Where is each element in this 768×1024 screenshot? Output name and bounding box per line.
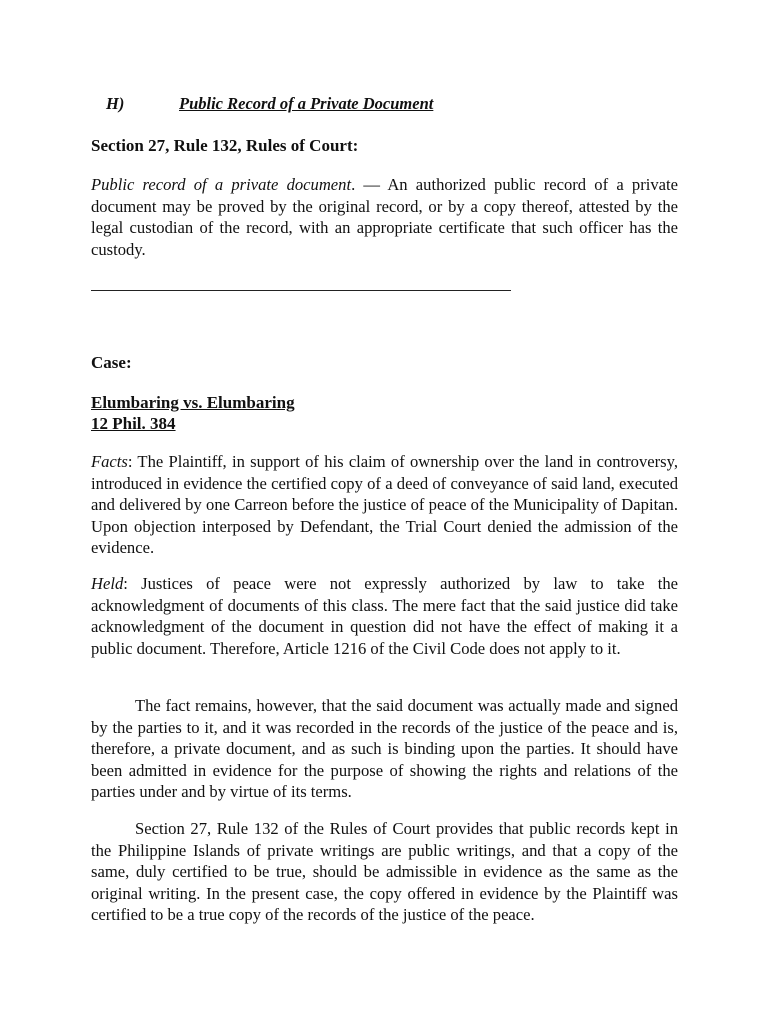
facts-label: Facts: [91, 452, 128, 471]
held-text: : Justices of peace were not expressly authorized by law to take the acknowledgment of documents of this class. The mere fact that the said justice did take acknowledgment of the document in question did not have the effect of making it a public document. Therefore, Article 1216 of the Civil Code does not apply to it.: [91, 574, 678, 658]
rule-text-paragraph: [91, 174, 678, 260]
section-title: Public Record of a Private Document: [179, 94, 434, 113]
facts-paragraph: [91, 451, 678, 559]
held-label: Held: [91, 574, 124, 593]
held-paragraph: [91, 573, 678, 659]
section-letter: H): [106, 94, 125, 113]
case-label: Case:: [91, 353, 132, 372]
facts-text: : The Plaintiff, in support of his claim of ownership over the land in controversy, introduced in evidence the certified copy of a deed of conveyance of said land, executed and delivered by one Carreon before the justice of peace of the Municipality of Dapitan. Upon objection interposed by Defendant, the Trial Court denied the admission of the evidence.: [91, 452, 678, 558]
case-citation: 12 Phil. 384: [91, 414, 176, 433]
rule-lead-term: Public record of a private document: [91, 175, 352, 194]
body-paragraph-3: The fact remains, however, that the said document was actually made and signed by the parties to it, and it was recorded in the records of the justice of the peace and is, therefore, a private document, and as such is binding upon the parties. It should have been admitted in evidence for the purpose of showing the rights and relations of the parties under and by virtue of its terms.: [91, 696, 678, 802]
case-name: Elumbaring vs. Elumbaring: [91, 393, 295, 412]
rule-heading: Section 27, Rule 132, Rules of Court:: [91, 136, 359, 155]
body-paragraph-4: Section 27, Rule 132 of the Rules of Court provides that public records kept in the Philippine Islands of private writings are public writings, and that a copy of the same, duly certified to be true, should be admissible in evidence as the same as the original writing. In the present case, the copy offered in evidence by the Plaintiff was certified to be a true copy of the records of the justice of the peace.: [91, 819, 678, 925]
rule-body-text: . — An authorized public record of a private document may be proved by the original record, or by a copy thereof, attested by the legal custodian of the record, with an appropriate certificate that such officer has the custody.: [91, 175, 678, 259]
divider-line: [91, 290, 511, 291]
